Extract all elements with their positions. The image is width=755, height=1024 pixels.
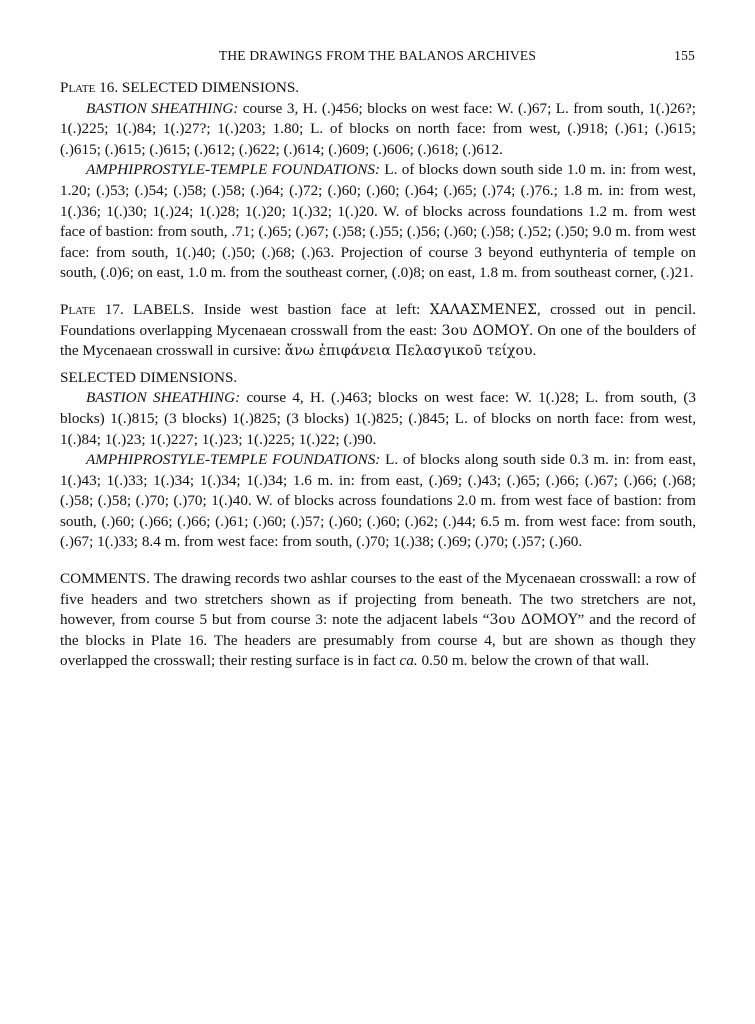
plate17-labels-final: .: [532, 342, 537, 360]
plate17-selected-heading: SELECTED DIMENSIONS.: [60, 368, 238, 386]
comments-greek-ref: 3ου ΔΟΜΟΥ: [489, 612, 578, 629]
plate17-bastion-text: course 4, H. (.)463; blocks on west face: W. 1(.)28; L. from south, (3 blocks) 1(.)815; (3 blocks) 1(.)825; (3 blocks) 1(.)825; (.)845; L. of blocks on north face: from west, 1(.)84; 1(.)23; 1(.)227; 1(.)23; 1(.)225; 1(.)22; (.)90.: [60, 389, 696, 448]
comments-paragraph: [60, 569, 696, 672]
plate16-bastion-label: BASTION SHEATHING:: [86, 99, 239, 117]
plate17-labels-mid: , crossed out in pencil. Foundations overlapping Mycenaean crosswall from the east:: [60, 300, 696, 339]
plate16-temple-paragraph: [60, 160, 696, 284]
plate16-bastion-paragraph: [60, 99, 696, 161]
plate16-temple-text: L. of blocks down south side 1.0 m. in: from west, 1.20; (.)53; (.)54; (.)58; (.)58; (.)64; (.)72; (.)60; (.)60; (.)64; (.)65; (.)74; (.)76.; 1.8 m. in: from west, 1(.)36; 1(.)30; 1(.)24; 1(.)28; 1(.)20; 1(.)32; 1(.)20. W. of blocks across foundations 1.2 m. from west face of bastion: from south, .71; (.)65; (.)67; (.)58; (.)55; (.)56; (.)60; (.)58; (.)52; (.)50; 9.0 m. from west face: from south, 1(.)40; (.)50; (.)68; (.)63. Projection of course 3 beyond euthynteria of temple on south, (.0)6; on east, 1.0 m. from the southeast corner, (.0)8; on east, 1.8 m. from southeast corner, (.)21.: [60, 161, 696, 282]
plate17-labels-end: . On one of the boulders of the Mycenaean crosswall in cursive:: [60, 321, 697, 360]
page-body: [60, 78, 696, 672]
plate17-labels-intro: 17. LABELS. Inside west bastion face at left:: [95, 300, 430, 318]
plate17-temple-text: L. of blocks along south side 0.3 m. in: from east, 1(.)43; 1(.)33; 1(.)34; 1(.)34; 1(.)34; 1.6 m. in: from east, (.)69; (.)43; (.)65; (.)66; (.)67; (.)66; (.)68; (.)58; (.)58; (.)70; (.)70; 1(.)40. W. of blocks across foundations 2.0 m. from west face of bastion: from south, (.)60; (.)66; (.)66; (.)61; (.)60; (.)57; (.)60; (.)60; (.)62; (.)44; 6.5 m. from west face: from south, (.)67; 1(.)33; 8.4 m. from west face: from south, (.)70; 1(.)38; (.)69; (.)70; (.)57; (.)60.: [60, 451, 696, 551]
plate16-heading: [60, 78, 696, 99]
greek-label-domou: 3ου ΔΟΜΟΥ: [441, 322, 530, 339]
greek-label-chalasmenes: ΧΑΛΑΣΜΕΝΕΣ: [429, 301, 537, 318]
page-number: 155: [674, 48, 695, 63]
comments-ca: ca.: [399, 652, 418, 670]
plate17-bastion-label: BASTION SHEATHING:: [86, 389, 241, 407]
plate16-temple-label: AMPHIPROSTYLE-TEMPLE FOUNDATIONS:: [86, 161, 381, 179]
plate17-plate-label: Plate: [60, 300, 96, 318]
plate16-bastion-text: course 3, H. (.)456; blocks on west face: W. (.)67; L. from south, 1(.)26?; 1(.)225; 1(.)84; 1(.)27?; 1(.)203; 1.80; L. of blocks on north face: from west, (.)918; (.)61; (.)615; (.)615; (.)615; (.)615; (.)612; (.)622; (.)614; (.)609; (.)606; (.)618; (.)612.: [60, 99, 696, 158]
plate17-temple-label: AMPHIPROSTYLE-TEMPLE FOUNDATIONS:: [86, 451, 381, 469]
plate16-plate-label: Plate: [60, 79, 96, 96]
running-title: THE DRAWINGS FROM THE BALANOS ARCHIVES: [218, 48, 537, 63]
plate16-heading-text: 16. SELECTED DIMENSIONS.: [95, 79, 300, 96]
comments-text-1: COMMENTS. The drawing records two ashlar courses to the east of the Mycenaean crosswall: a row of five headers and two stretchers shown as if projecting from beneath. The two stretchers are not, however, from course 5 but from course 3: note the adjacent labels “: [60, 570, 696, 629]
plate17-labels-paragraph: [60, 300, 696, 362]
greek-label-cursive: ἄνω ἐπιφάνεια Πελασγικοῦ τείχου: [284, 343, 533, 360]
comments-text-3: 0.50 m. below the crown of that wall.: [417, 652, 650, 670]
plate17-bastion-paragraph: [60, 388, 696, 450]
comments-text-2: ” and the record of the blocks in Plate 16. The headers are presumably from course 4, but are shown as though they overlapped the crosswall; their resting surface is in fact: [60, 611, 696, 670]
plate17-temple-paragraph: [60, 450, 696, 553]
